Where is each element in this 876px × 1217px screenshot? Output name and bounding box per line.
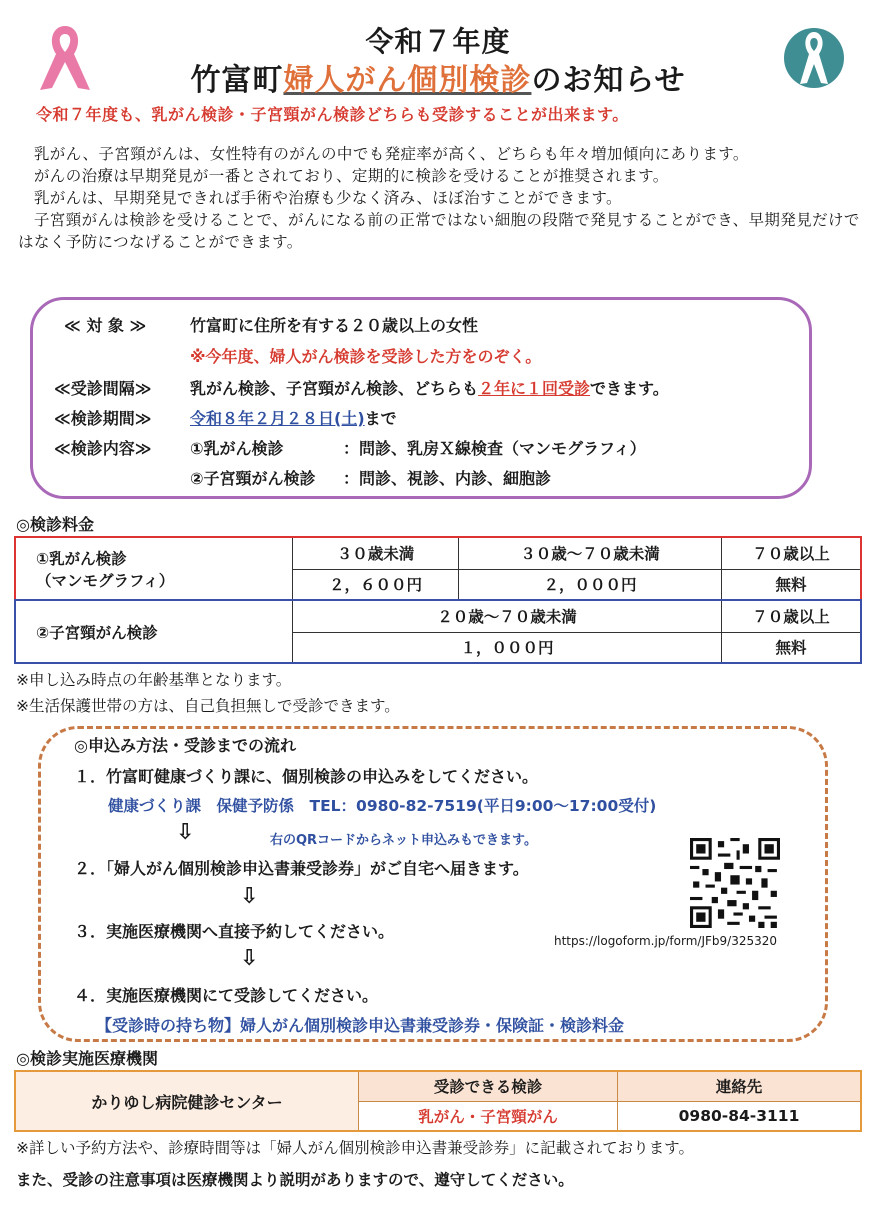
fee-breast-box — [14, 536, 862, 601]
fee-cell: ３０歳～７０歳未満 — [459, 538, 722, 569]
clinic-name: かりゆし病院健診センター — [15, 1071, 359, 1131]
clinic-header-contact: 連絡先 — [618, 1071, 862, 1101]
content1-name: ①乳がん検診 — [190, 439, 284, 458]
qr-url[interactable]: https://logoform.jp/form/JFb9/325320 — [554, 934, 778, 948]
flow-step4: ４．実施医療機関にて受診してください。 — [74, 986, 379, 1005]
fee-cervix-table — [16, 601, 860, 662]
fee-breast-name — [16, 538, 293, 599]
fee-cell: ７０歳以上 — [722, 538, 861, 569]
fee-breast-table — [16, 538, 860, 599]
arrow-down-icon: ⇩ — [176, 820, 195, 845]
interval-highlight: ２年に１回受診 — [478, 379, 591, 398]
note-age: ※申し込み時点の年齢基準となります。 — [16, 671, 292, 689]
fee-breast-name-line2: （マンモグラフィ） — [36, 571, 175, 590]
fee-cell: ３０歳未満 — [293, 538, 459, 569]
period-date: 令和８年２月２８日(土) — [190, 409, 365, 428]
fee-cell: 無料 — [722, 632, 861, 662]
arrow-down-icon: ⇩ — [240, 946, 259, 971]
intro-para: がんの治療は早期発見が一番とされており、定期的に検診を受けることが推奨されます。 — [18, 167, 669, 185]
target-label: ≪ 対 象 ≫ — [64, 316, 147, 335]
flow-contact: 健康づくり課 保健予防係 TEL：0980-82-7519(平日9:00～17:00受付) — [108, 797, 657, 815]
title-year: 令和７年度 — [365, 25, 511, 58]
fee-cell: １，０００円 — [293, 632, 722, 662]
intro-text — [18, 143, 860, 253]
arrow-down-icon: ⇩ — [240, 884, 259, 909]
qr-code-icon[interactable] — [690, 838, 780, 928]
flow-step3: ３．実施医療機関へ直接予約してください。 — [74, 922, 395, 941]
content2-name: ②子宮頸がん検診 — [190, 469, 316, 488]
title-pre: 竹富町 — [190, 63, 284, 98]
fee-title: ◎検診料金 — [16, 515, 94, 534]
interval-pre: 乳がん検診、子宮頸がん検診、どちらも — [190, 379, 479, 398]
target-note: ※今年度、婦人がん検診を受診した方をのぞく。 — [190, 347, 542, 366]
interval-value — [190, 376, 669, 399]
intro-para: 乳がん、子宮頸がんは、女性特有のがんの中でも発症率が高く、どちらも年々増加傾向にあります。 — [18, 145, 749, 163]
target-value: 竹富町に住所を有する２０歳以上の女性 — [190, 316, 479, 335]
content-label: ≪検診内容≫ — [54, 439, 152, 458]
fee-cell: ７０歳以上 — [722, 601, 861, 632]
flow-title: ◎申込み方法・受診までの流れ — [74, 736, 296, 755]
fee-cell: ２，６００円 — [293, 569, 459, 599]
flow-qr-note: 右のQRコードからネット申込みもできます。 — [270, 833, 538, 848]
fee-breast-name-line1: ①乳がん検診 — [36, 549, 127, 568]
content1-detail: ：問診、乳房Ｘ線検査（マンモグラフィ） — [343, 439, 646, 458]
fee-cervix-box — [14, 599, 862, 664]
clinic-table — [14, 1070, 862, 1132]
note-welfare: ※生活保護世帯の方は、自己負担無しで受診できます。 — [16, 697, 400, 715]
period-post: まで — [364, 409, 397, 428]
title-post: のお知らせ — [531, 63, 686, 98]
footer-note2: また、受診の注意事項は医療機関より説明がありますので、遵守してください。 — [16, 1171, 574, 1189]
flow-step2: ２．「婦人がん個別検診申込書兼受診券」がご自宅へ届きます。 — [74, 859, 529, 878]
clinic-title: ◎検診実施医療機関 — [16, 1049, 158, 1068]
page-title — [0, 55, 876, 99]
period-label: ≪検診期間≫ — [54, 409, 152, 428]
clinic-phone[interactable]: 0980-84-3111 — [618, 1101, 862, 1131]
fee-cell: ２０歳～７０歳未満 — [293, 601, 722, 632]
interval-post: できます。 — [590, 379, 669, 398]
title-highlight: 婦人がん個別検診 — [283, 63, 532, 98]
interval-label: ≪受診間隔≫ — [54, 379, 152, 398]
fee-cell: ２，０００円 — [459, 569, 722, 599]
clinic-header-exam: 受診できる検診 — [359, 1071, 618, 1101]
lead-text: 令和７年度も、乳がん検診・子宮頸がん検診どちらも受診することが出来ます。 — [36, 105, 629, 124]
flow-step1: １．竹富町健康づくり課に、個別検診の申込みをしてください。 — [74, 767, 539, 786]
fee-cell: 無料 — [722, 569, 861, 599]
flow-bring: 【受診時の持ち物】婦人がん個別検診申込書兼受診券・保険証・検診料金 — [96, 1016, 625, 1035]
content2-detail: ：問診、視診、内診、細胞診 — [343, 469, 552, 488]
fee-cervix-name: ②子宮頸がん検診 — [16, 601, 293, 662]
footer-note1: ※詳しい予約方法や、診療時間等は「婦人がん個別検診申込書兼受診券」に記載されております。 — [16, 1139, 694, 1157]
intro-para: 乳がんは、早期発見できれば手術や治療も少なく済み、ほぼ治すことができます。 — [18, 189, 622, 207]
intro-para: 子宮頸がんは検診を受けることで、がんになる前の正常ではない細胞の段階で発見することができ、早期発見だけではなく予防につなげることができます。 — [18, 211, 860, 251]
clinic-exam: 乳がん・子宮頸がん — [359, 1101, 618, 1131]
period-value — [190, 406, 397, 429]
